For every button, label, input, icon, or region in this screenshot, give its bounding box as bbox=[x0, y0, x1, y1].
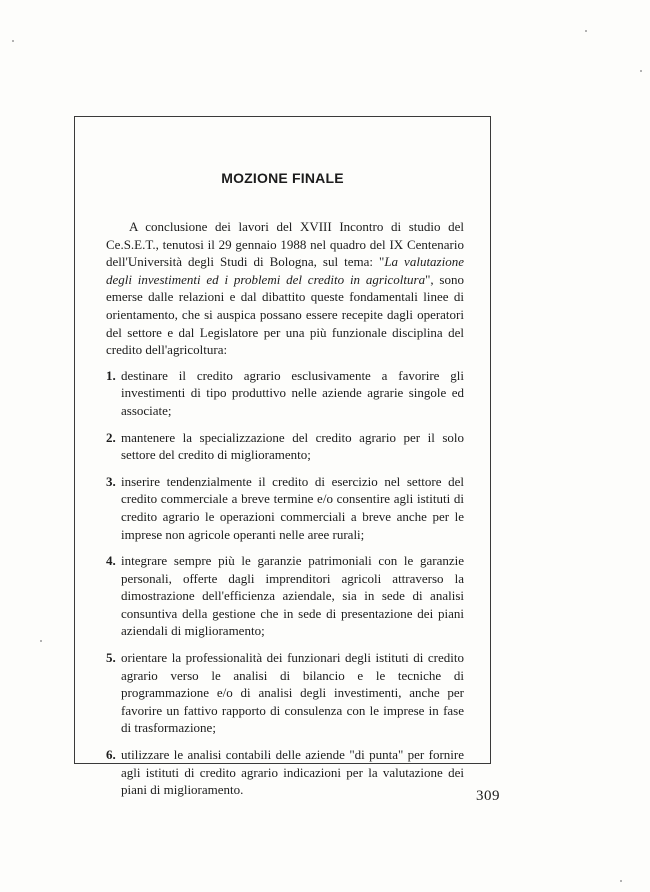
intro-text-before: A conclusione dei lavori del XVIII Incontro di studio del Ce.S.E.T., tenutosi il 29 gennaio 1988 nel quadro del IX Centenario dell'Università degli Studi di Bologna, sul tema: " bbox=[106, 219, 464, 270]
list-item bbox=[106, 649, 464, 737]
scan-speck bbox=[620, 880, 622, 882]
intro-paragraph bbox=[106, 218, 464, 359]
list-item-text: integrare sempre più le garanzie patrimoniali con le garanzie personali, offerte dagli imprenditori agricoli attraverso la dimostrazione dell'efficienza aziendale, sia in sede di analisi consuntiva della gestione che in sede di presentazione dei piani aziendali di miglioramento; bbox=[121, 553, 464, 639]
list-item bbox=[106, 367, 464, 420]
page-number: 309 bbox=[476, 788, 500, 804]
list-item bbox=[106, 429, 464, 464]
list-item-number: 5. bbox=[106, 650, 116, 666]
intro-emphasis-theme: La valutazione degli investimenti ed i problemi del credito in agricoltura bbox=[106, 254, 464, 287]
scan-speck bbox=[640, 70, 642, 72]
list-item-text: utilizzare le analisi contabili delle aziende "di punta" per fornire agli istituti di credito agrario indicazioni per la valutazione dei piani di miglioramento. bbox=[121, 747, 464, 798]
page-title: MOZIONE FINALE bbox=[221, 170, 344, 186]
scan-speck bbox=[12, 40, 14, 42]
list-item-number: 1. bbox=[106, 367, 116, 383]
list-item bbox=[106, 473, 464, 543]
list-item-number: 3. bbox=[106, 473, 116, 489]
list-item bbox=[106, 746, 464, 799]
guidelines-list bbox=[106, 367, 464, 799]
scan-speck bbox=[40, 640, 42, 642]
scan-speck bbox=[585, 30, 587, 32]
intro-text-after: ", sono emerse dalle relazioni e dal dibattito queste fondamentali linee di orientamento, che si auspica possano essere recepite dagli operatori del settore e dal Legislatore per una più funzionale disciplina del credito dell'agricoltura: bbox=[106, 271, 464, 358]
list-item-text: orientare la professionalità dei funzionari degli istituti di credito agrario verso le analisi di bilancio e le tecniche di programmazione e/o di analisi degli investimenti, anche per favorire un fattivo rapporto di consulenza con le imprese in fase di trasformazione; bbox=[121, 650, 464, 736]
list-item-text: inserire tendenzialmente il credito di esercizio nel settore del credito commerciale a breve termine e/o consentire agli istituti di credito agrario le operazioni commerciali a breve anche per le imprese non agricole operanti nelle aree rurali; bbox=[121, 473, 464, 542]
list-item-text: destinare il credito agrario esclusivamente a favorire gli investimenti di tipo produttivo nelle aziende agrarie singole ed associate; bbox=[121, 367, 464, 418]
list-item-number: 2. bbox=[106, 429, 116, 445]
document-body bbox=[106, 218, 464, 808]
list-item-text: mantenere la specializzazione del credito agrario per il solo settore del credito di miglioramento; bbox=[121, 429, 464, 463]
list-item bbox=[106, 552, 464, 640]
list-item-number: 6. bbox=[106, 747, 116, 763]
list-item-number: 4. bbox=[106, 553, 116, 569]
